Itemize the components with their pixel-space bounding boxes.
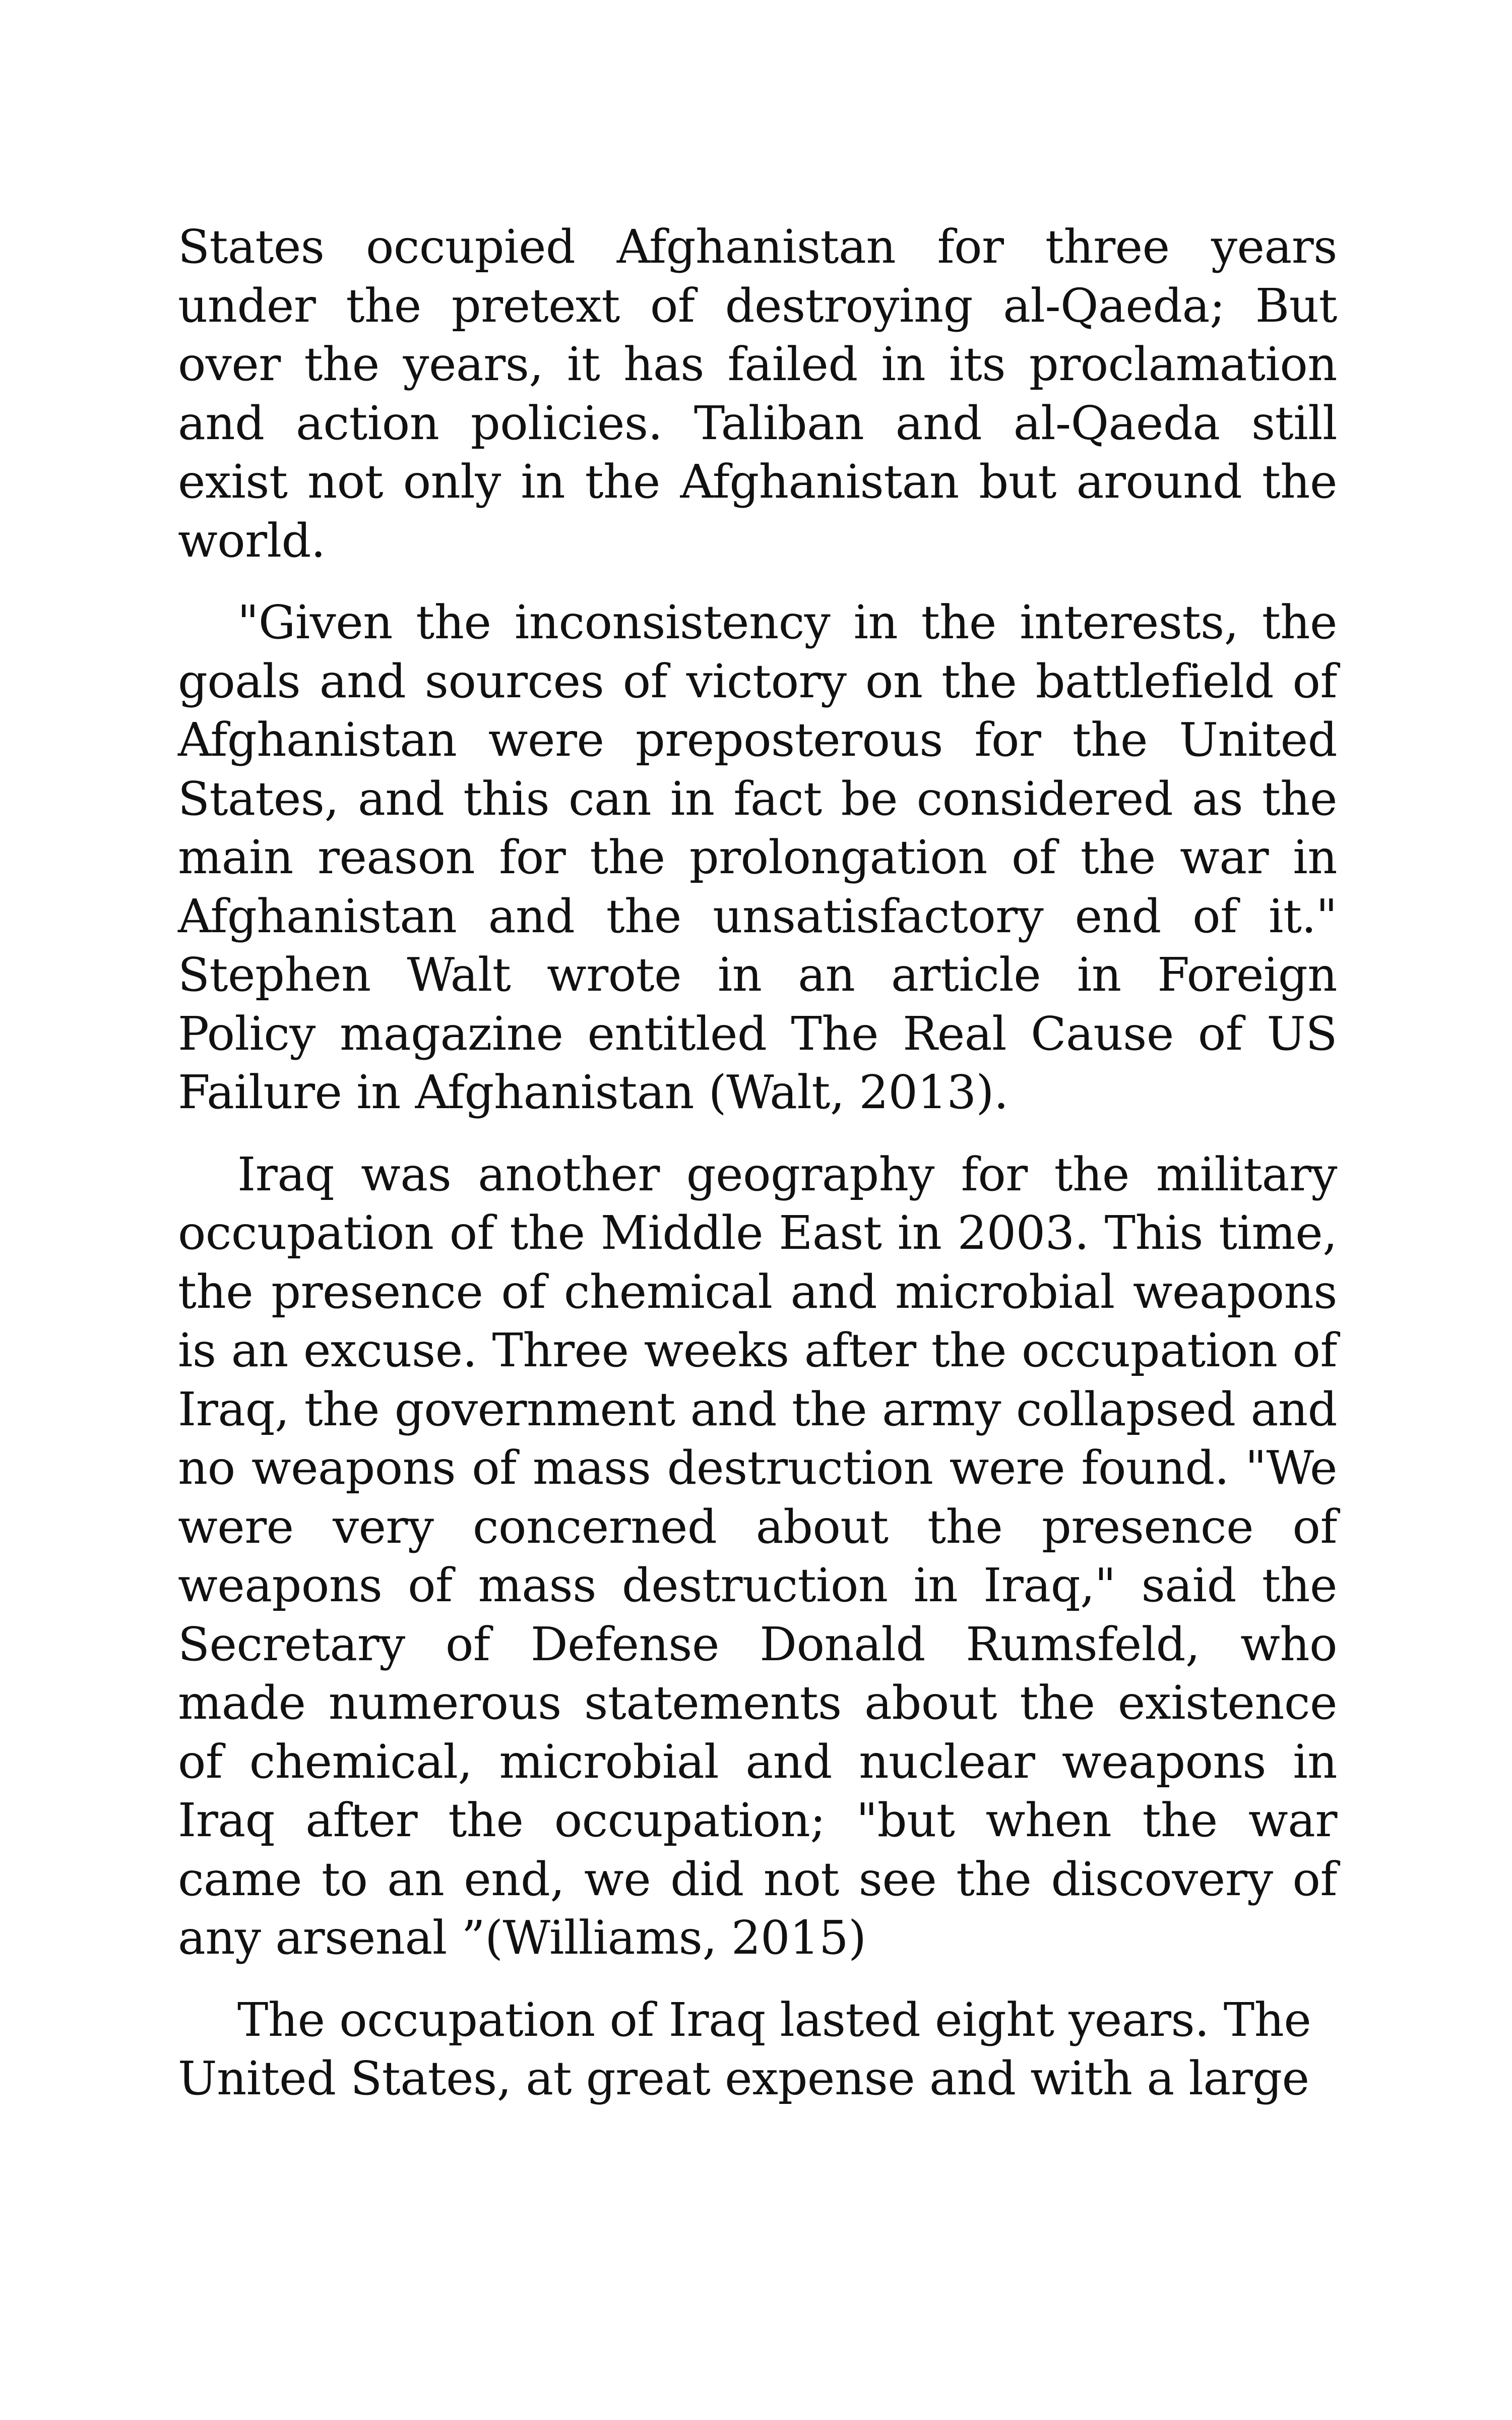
body-text (178, 218, 1337, 2108)
paragraph-walt-quote: "Given the inconsistency in the interests, the goals and sources of victory on the battlefield of Afghanistan were preposterous for the United States, and this can in fact be considered as the main reason for the prolongation of the war in Afghanistan and the unsatisfactory end of it." Stephen Walt wrote in an article in Foreign Policy magazine entitled The Real Cause of US Failure in Afghanistan (Walt, 2013). (178, 595, 1337, 1119)
paragraph-afghanistan-occupation: States occupied Afghanistan for three years under the pretext of destroying al-Qaeda; But over the years, it has failed in its proclamation and action policies. Taliban and al-Qaeda still exist not only in the Afghanistan but around the world. (178, 220, 1337, 568)
paragraph-iraq-occupation: Iraq was another geography for the military occupation of the Middle East in 2003. This time, the presence of chemical and microbial weapons is an excuse. Three weeks after the occupation of Iraq, the government and the army collapsed and no weapons of mass destruction were found. "We were very concerned about the presence of weapons of mass destruction in Iraq," said the Secretary of Defense Donald Rumsfeld, who made numerous statements about the existence of chemical, microbial and nuclear weapons in Iraq after the occupation; "but when the war came to an end, we did not see the discovery of any arsenal ”(Williams, 2015) (178, 1147, 1337, 1965)
paragraph-iraq-duration: The occupation of Iraq lasted eight years. The United States, at great expense and with a large (178, 1992, 1311, 2105)
